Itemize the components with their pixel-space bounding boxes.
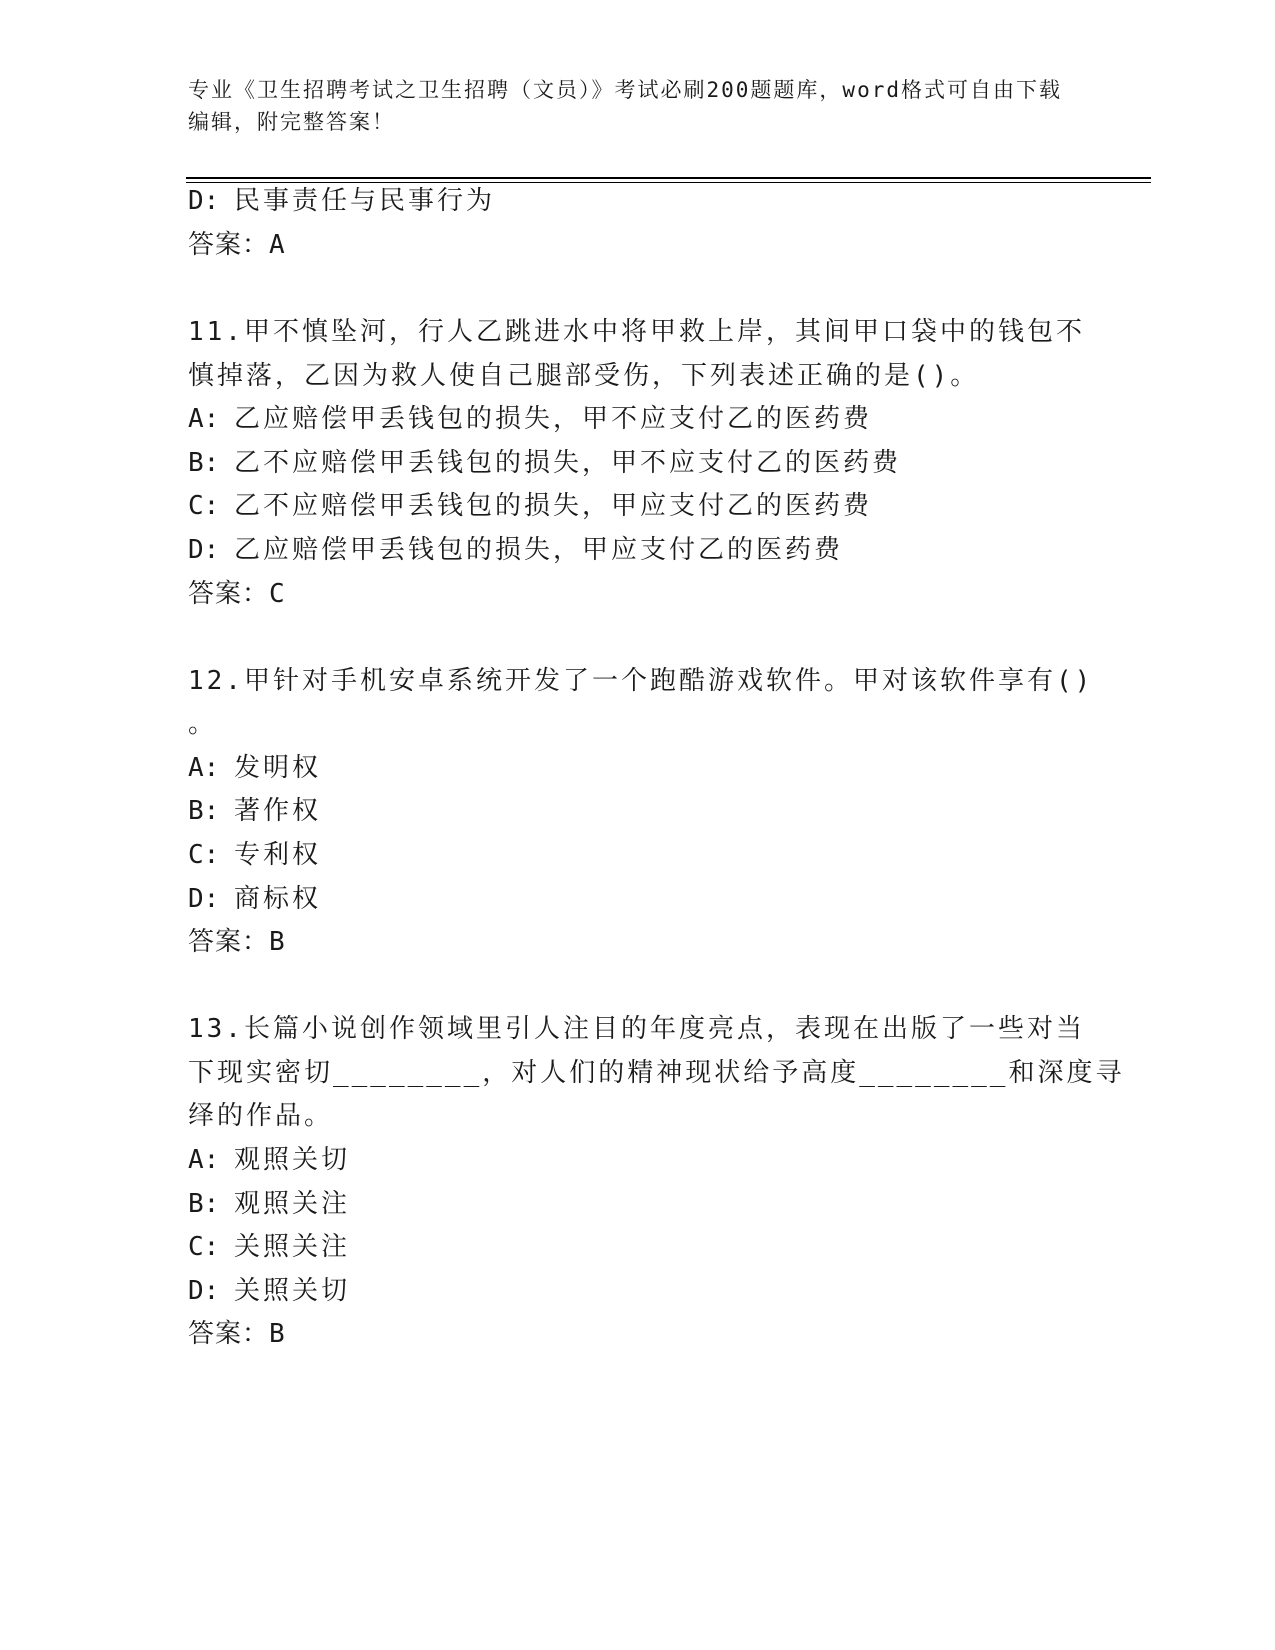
q12-option-c: C: 专利权 (188, 840, 322, 870)
q11-option-c: C: 乙不应赔偿甲丢钱包的损失，甲应支付乙的医药费 (188, 491, 873, 521)
q11-option-b: B: 乙不应赔偿甲丢钱包的损失，甲不应支付乙的医药费 (188, 448, 902, 478)
q13-option-b: B: 观照关注 (188, 1189, 351, 1219)
q12-stem-line1: 12.甲针对手机安卓系统开发了一个跑酷游戏软件。甲对该软件享有() (188, 666, 1094, 696)
q12-stem-line2: 。 (188, 709, 218, 739)
q11-option-d: D: 乙应赔偿甲丢钱包的损失，甲应支付乙的医药费 (188, 535, 844, 565)
q13-option-d: D: 关照关切 (188, 1276, 351, 1306)
q11-option-a: A: 乙应赔偿甲丢钱包的损失，甲不应支付乙的医药费 (188, 404, 873, 434)
q13-stem-line1: 13.长篇小说创作领域里引人注目的年度亮点，表现在出版了一些对当 (188, 1014, 1085, 1044)
answer-prev: 答案：A (188, 230, 288, 260)
q13-answer: 答案：B (188, 1319, 288, 1349)
q13-option-c: C: 关照关注 (188, 1232, 351, 1262)
header-rule-thin (186, 182, 1151, 183)
q12-option-d: D: 商标权 (188, 884, 322, 914)
q12-answer: 答案：B (188, 927, 288, 957)
header-rule-thick (186, 177, 1151, 179)
header-text: 专业《卫生招聘考试之卫生招聘（文员）》考试必刷200题题库，word格式可自由下载编辑，附完整答案！ (188, 78, 1062, 134)
document-header (188, 74, 1068, 138)
q11-stem-line1: 11.甲不慎坠河，行人乙跳进水中将甲救上岸，其间甲口袋中的钱包不 (188, 317, 1085, 347)
q11-answer: 答案：C (188, 579, 288, 609)
q13-option-a: A: 观照关切 (188, 1145, 351, 1175)
q13-stem-line3: 绎的作品。 (188, 1101, 334, 1131)
option-d-prev: D: 民事责任与民事行为 (188, 186, 496, 216)
q11-stem-line2: 慎掉落，乙因为救人使自己腿部受伤，下列表述正确的是()。 (188, 361, 980, 391)
q12-option-b: B: 著作权 (188, 796, 322, 826)
q13-stem-line2: 下现实密切________，对人们的精神现状给予高度________和深度寻 (188, 1058, 1125, 1088)
q12-option-a: A: 发明权 (188, 753, 322, 783)
